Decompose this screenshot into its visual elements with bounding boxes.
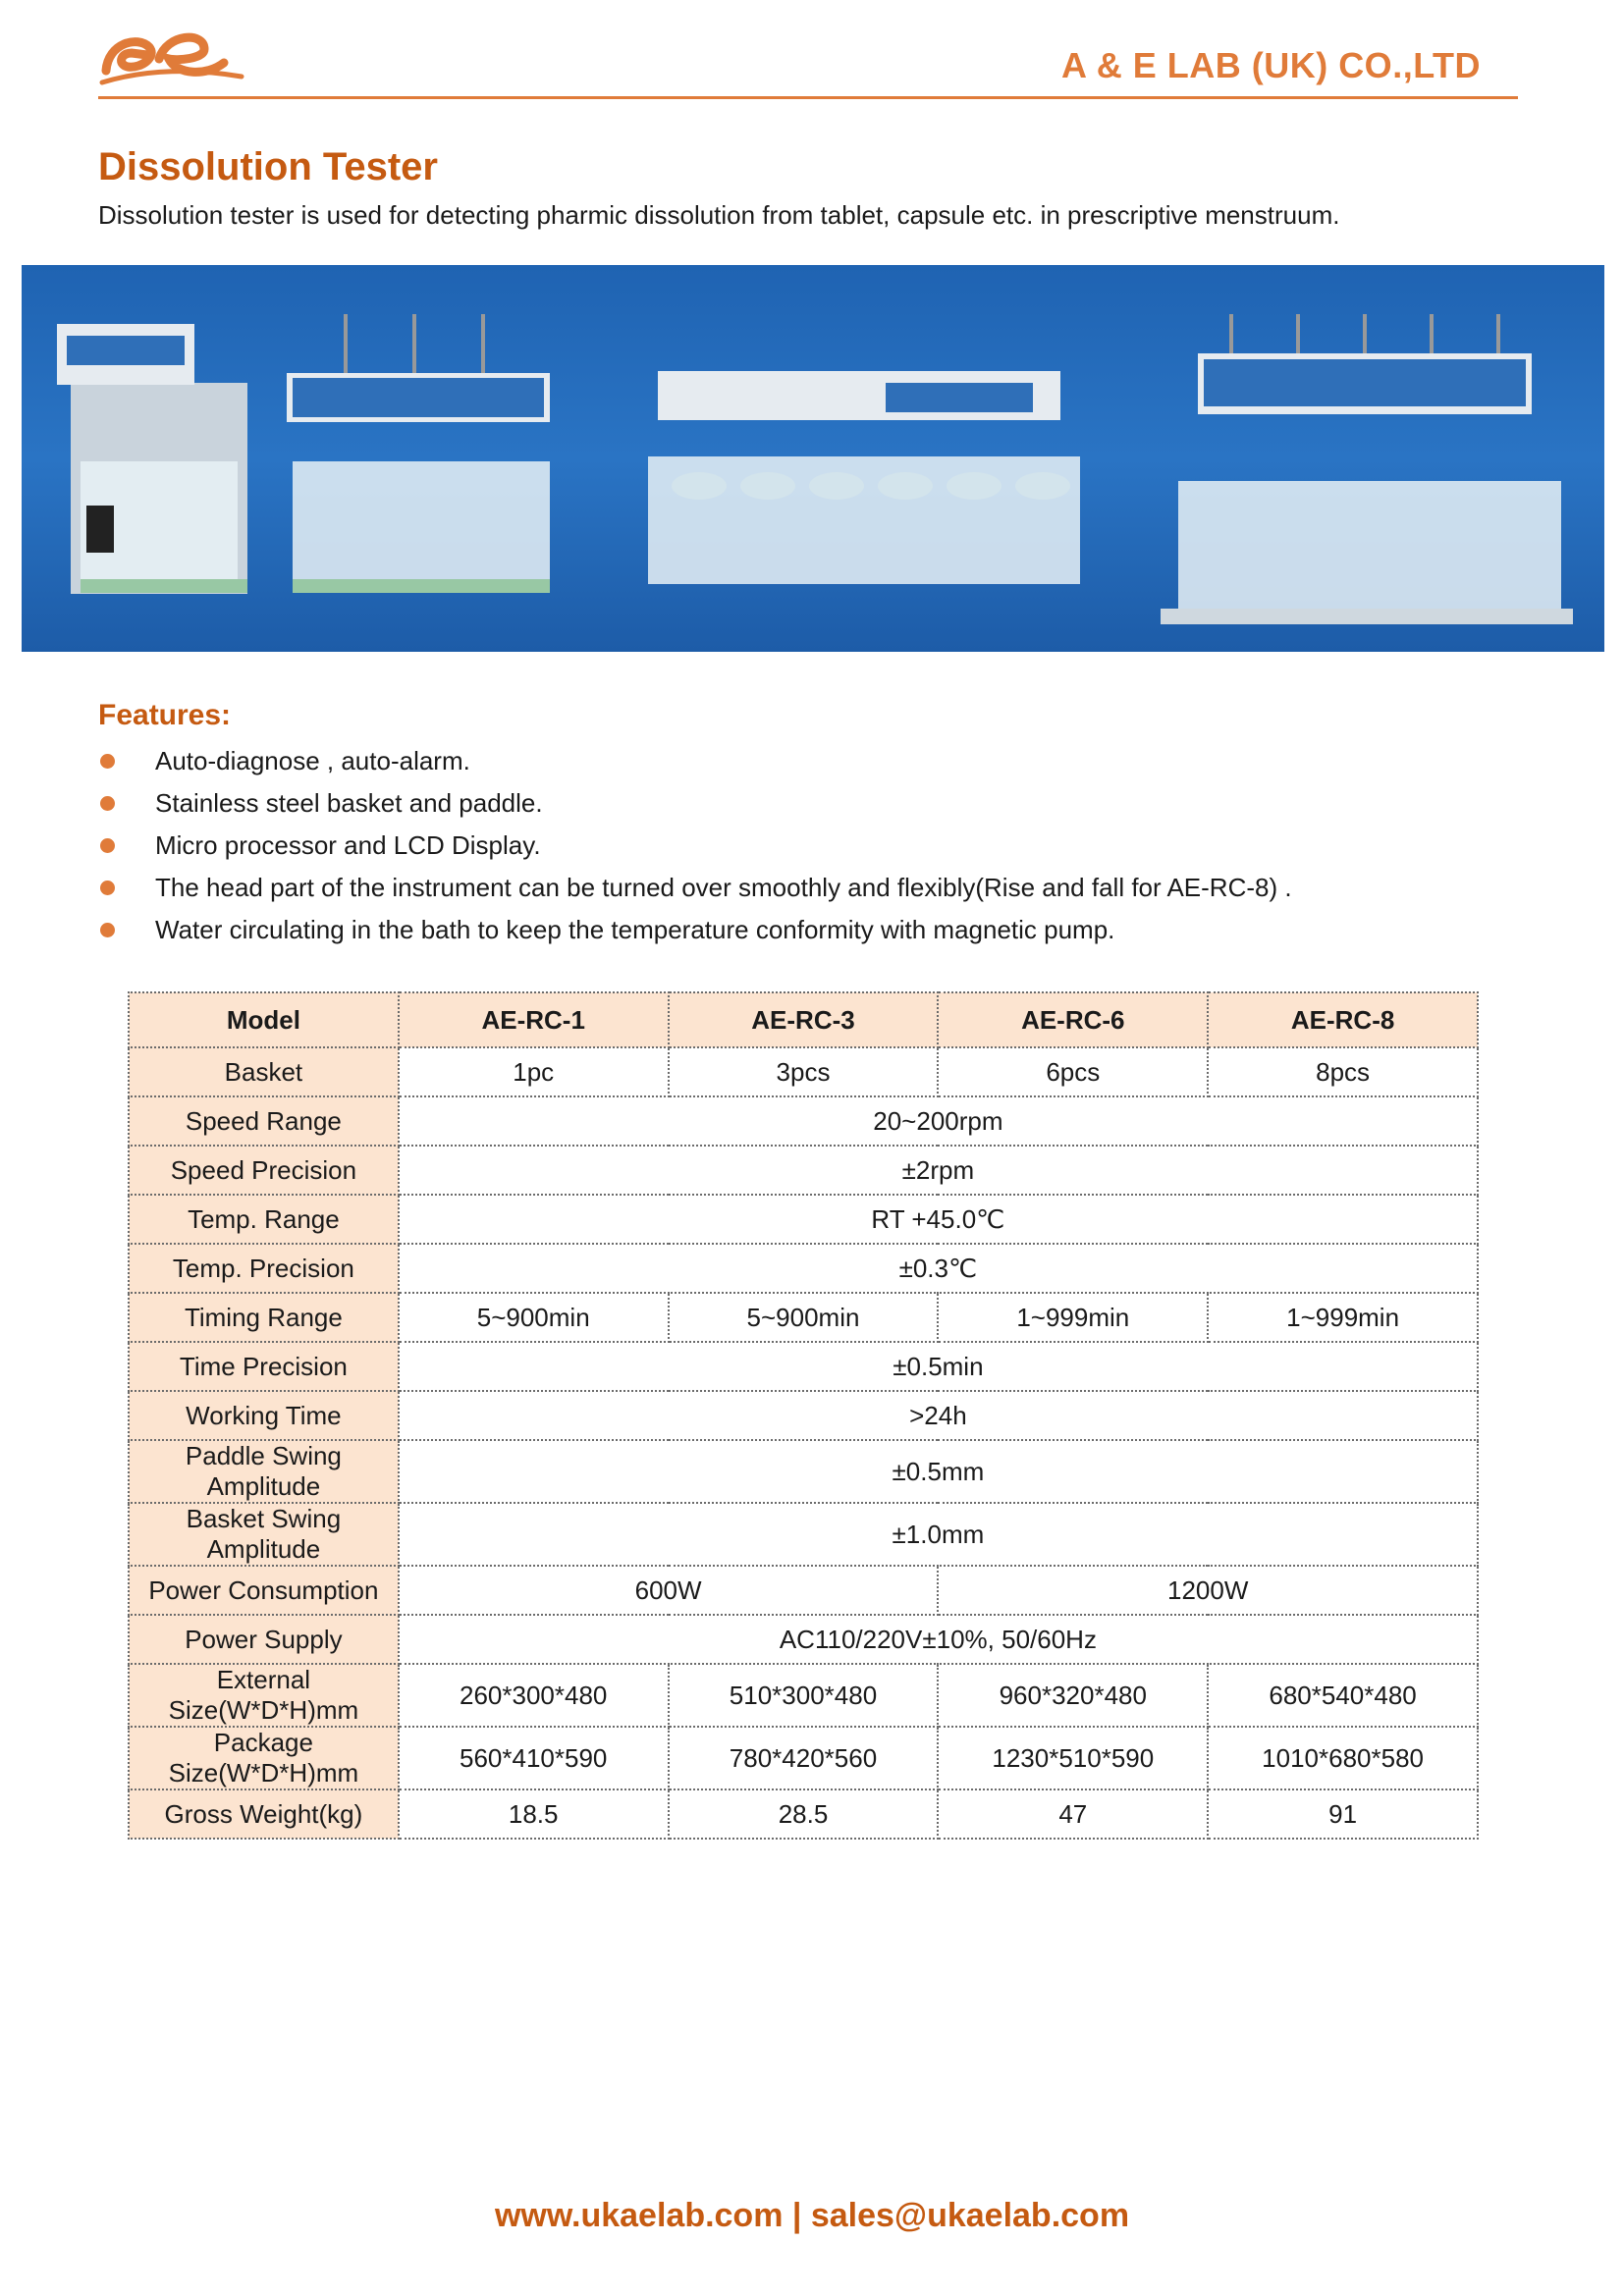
table-cell: 28.5 [669, 1789, 939, 1839]
feature-item [98, 782, 1292, 825]
table-row-label: Power Consumption [129, 1566, 399, 1615]
table-row-label: Power Supply [129, 1615, 399, 1664]
table-row [129, 1146, 1478, 1195]
page-description: Dissolution tester is used for detecting pharmic dissolution from tablet, capsule etc. in prescriptive menstruum. [98, 200, 1340, 230]
table-cell: 260*300*480 [399, 1664, 669, 1727]
table-header-model: AE-RC-8 [1208, 992, 1478, 1047]
table-cell: 510*300*480 [669, 1664, 939, 1727]
table-row [129, 1664, 1478, 1727]
table-row [129, 1195, 1478, 1244]
table-row-label: Speed Range [129, 1096, 399, 1146]
table-cell: 1010*680*580 [1208, 1727, 1478, 1789]
table-row-label: Time Precision [129, 1342, 399, 1391]
table-row [129, 1727, 1478, 1789]
product-photo-ae-rc-6 [648, 371, 1080, 584]
product-photo-ae-rc-8 [1161, 314, 1573, 624]
table-row-label: Basket Swing Amplitude [129, 1503, 399, 1566]
footer-contact: www.ukaelab.com | sales@ukaelab.com [494, 2197, 1130, 2234]
table-cell: 8pcs [1208, 1047, 1478, 1096]
table-row-label: Package Size(W*D*H)mm [129, 1727, 399, 1789]
company-name: A & E LAB (UK) CO.,LTD [1061, 45, 1481, 85]
table-cell: ±0.5min [399, 1342, 1478, 1391]
table-cell: >24h [399, 1391, 1478, 1440]
table-header-model: AE-RC-3 [669, 992, 939, 1047]
table-cell: 91 [1208, 1789, 1478, 1839]
feature-text: Stainless steel basket and paddle. [155, 788, 543, 818]
header-divider [98, 96, 1518, 99]
table-cell: 1~999min [1208, 1293, 1478, 1342]
features-list [98, 740, 1292, 951]
table-cell: 1~999min [938, 1293, 1208, 1342]
product-photo-ae-rc-1 [57, 324, 247, 594]
table-row-label: Temp. Range [129, 1195, 399, 1244]
table-cell: ±0.3℃ [399, 1244, 1478, 1293]
bullet-icon [100, 838, 115, 853]
table-row-label: Paddle Swing Amplitude [129, 1440, 399, 1503]
table-row [129, 1293, 1478, 1342]
table-cell: 1pc [399, 1047, 669, 1096]
table-cell: 1230*510*590 [938, 1727, 1208, 1789]
table-row-label: Gross Weight(kg) [129, 1789, 399, 1839]
table-header-model: AE-RC-6 [938, 992, 1208, 1047]
spec-table [128, 991, 1479, 1840]
table-cell: 3pcs [669, 1047, 939, 1096]
table-row [129, 1566, 1478, 1615]
table-cell: 20~200rpm [399, 1096, 1478, 1146]
bullet-icon [100, 796, 115, 811]
table-cell: 960*320*480 [938, 1664, 1208, 1727]
feature-item [98, 909, 1292, 951]
table-row-label: Basket [129, 1047, 399, 1096]
feature-item [98, 825, 1292, 867]
bullet-icon [100, 881, 115, 895]
table-cell: 600W [399, 1566, 939, 1615]
table-cell: ±0.5mm [399, 1440, 1478, 1503]
feature-text: Auto-diagnose , auto-alarm. [155, 746, 470, 775]
feature-text: The head part of the instrument can be turned over smoothly and flexibly(Rise and fall for AE-RC-8) . [155, 873, 1292, 902]
table-row [129, 1244, 1478, 1293]
table-row [129, 1615, 1478, 1664]
product-photo-banner [22, 265, 1604, 652]
table-row [129, 1096, 1478, 1146]
table-cell: RT +45.0℃ [399, 1195, 1478, 1244]
feature-item [98, 740, 1292, 782]
table-row-label: External Size(W*D*H)mm [129, 1664, 399, 1727]
table-row [129, 1440, 1478, 1503]
feature-text: Water circulating in the bath to keep the temperature conformity with magnetic pump. [155, 915, 1115, 944]
table-cell: 5~900min [669, 1293, 939, 1342]
table-cell: 680*540*480 [1208, 1664, 1478, 1727]
table-header-model: AE-RC-1 [399, 992, 669, 1047]
table-row [129, 1047, 1478, 1096]
bullet-icon [100, 754, 115, 769]
feature-text: Micro processor and LCD Display. [155, 830, 541, 860]
table-row [129, 1391, 1478, 1440]
table-cell: ±1.0mm [399, 1503, 1478, 1566]
product-photo-ae-rc-3 [287, 314, 550, 593]
table-cell: 560*410*590 [399, 1727, 669, 1789]
table-cell: ±2rpm [399, 1146, 1478, 1195]
table-header-label: Model [129, 992, 399, 1047]
bullet-icon [100, 923, 115, 937]
table-cell: 47 [938, 1789, 1208, 1839]
table-row-label: Speed Precision [129, 1146, 399, 1195]
table-row-label: Temp. Precision [129, 1244, 399, 1293]
ae-logo-icon [98, 14, 245, 92]
page-title: Dissolution Tester [98, 145, 438, 188]
table-cell: 5~900min [399, 1293, 669, 1342]
table-row-label: Working Time [129, 1391, 399, 1440]
table-cell: 1200W [938, 1566, 1478, 1615]
table-row [129, 1503, 1478, 1566]
table-header-row [129, 992, 1478, 1047]
features-title: Features: [98, 699, 232, 731]
table-cell: 780*420*560 [669, 1727, 939, 1789]
table-cell: 18.5 [399, 1789, 669, 1839]
feature-item [98, 867, 1292, 909]
table-cell: 6pcs [938, 1047, 1208, 1096]
table-row-label: Timing Range [129, 1293, 399, 1342]
table-cell: AC110/220V±10%, 50/60Hz [399, 1615, 1478, 1664]
table-row [129, 1789, 1478, 1839]
table-row [129, 1342, 1478, 1391]
